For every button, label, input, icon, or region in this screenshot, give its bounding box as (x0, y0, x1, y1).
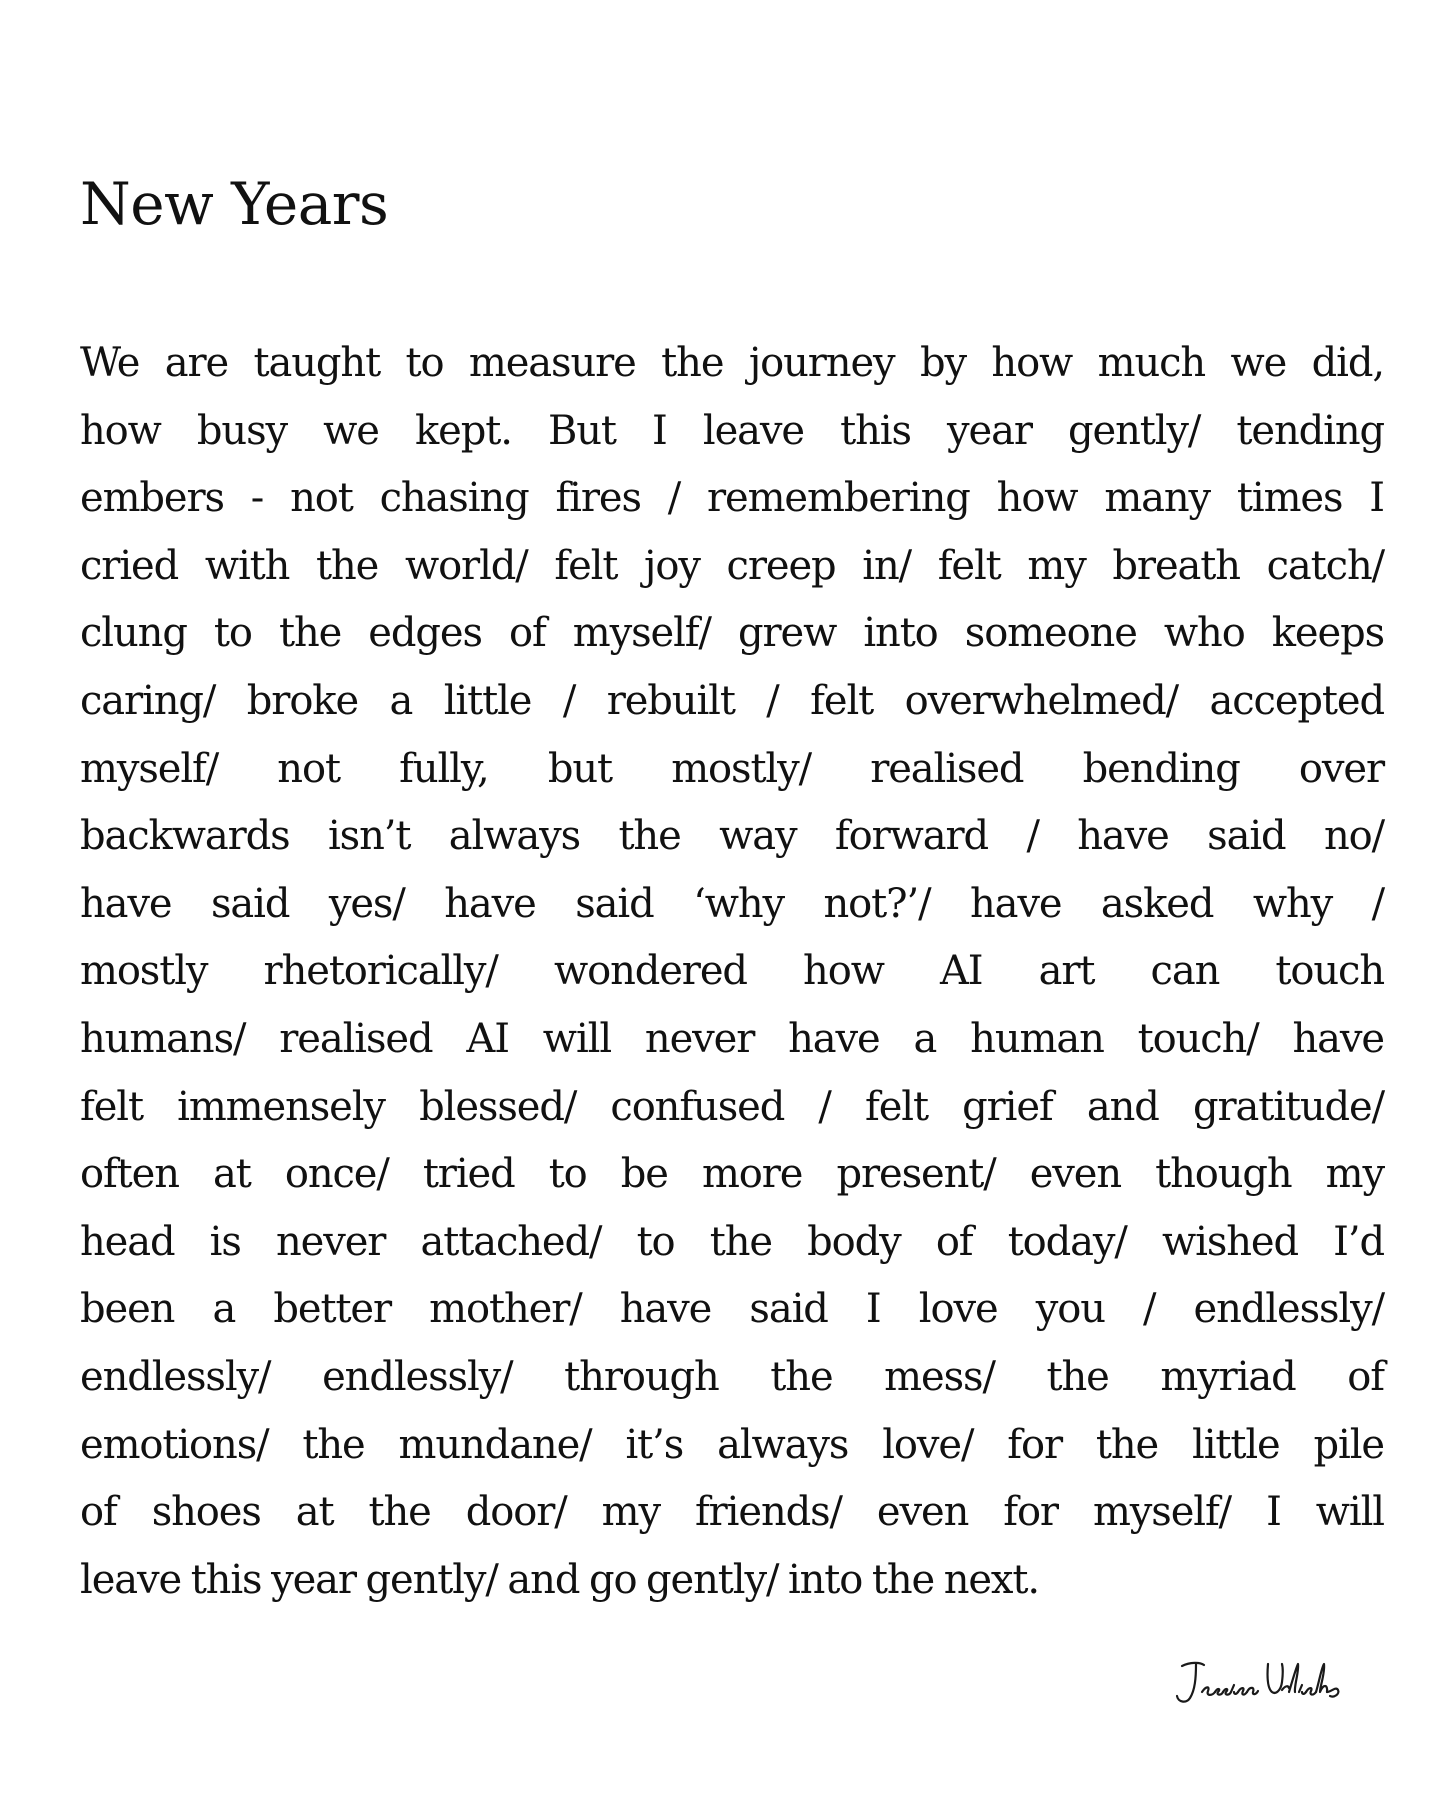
poem-line: often at once/ tried to be more present/ even though my (80, 1151, 1384, 1198)
author-signature (1168, 1652, 1368, 1712)
poem-line: cried with the world/ felt joy creep in/ felt my breath catch/ (80, 542, 1384, 589)
poem-line: embers - not chasing fires / remembering how many times I (80, 475, 1384, 522)
poem-line: been a better mother/ have said I love you / endlessly/ (80, 1286, 1384, 1333)
poem-line: emotions/ the mundane/ it’s always love/ for the little pile (80, 1421, 1384, 1468)
poem-line: of shoes at the door/ my friends/ even for myself/ I will (80, 1489, 1384, 1536)
poem-line: endlessly/ endlessly/ through the mess/ the myriad of (80, 1353, 1384, 1400)
poem-line: felt immensely blessed/ confused / felt grief and gratitude/ (80, 1083, 1384, 1130)
poem-line: myself/ not fully, but mostly/ realised bending over (80, 745, 1384, 792)
poem-body (80, 330, 1384, 1614)
signature-icon (1168, 1652, 1368, 1712)
poem-line: backwards isn’t always the way forward / have said no/ (80, 813, 1384, 860)
poem-title: New Years (80, 170, 389, 238)
poem-line: have said yes/ have said ‘why not?’/ have asked why / (80, 880, 1384, 927)
poem-line: clung to the edges of myself/ grew into someone who keeps (80, 610, 1384, 657)
poem-line: how busy we kept. But I leave this year gently/ tending (80, 407, 1384, 454)
poem-line: caring/ broke a little / rebuilt / felt overwhelmed/ accepted (80, 677, 1384, 724)
poem-line: humans/ realised AI will never have a human touch/ have (80, 1015, 1384, 1062)
poem-line: We are taught to measure the journey by how much we did, (80, 340, 1384, 386)
poem-line: mostly rhetorically/ wondered how AI art can touch (80, 948, 1384, 995)
poem-line: head is never attached/ to the body of today/ wished I’d (80, 1218, 1384, 1265)
poem-line: leave this year gently/ and go gently/ into the next. (80, 1556, 1039, 1603)
